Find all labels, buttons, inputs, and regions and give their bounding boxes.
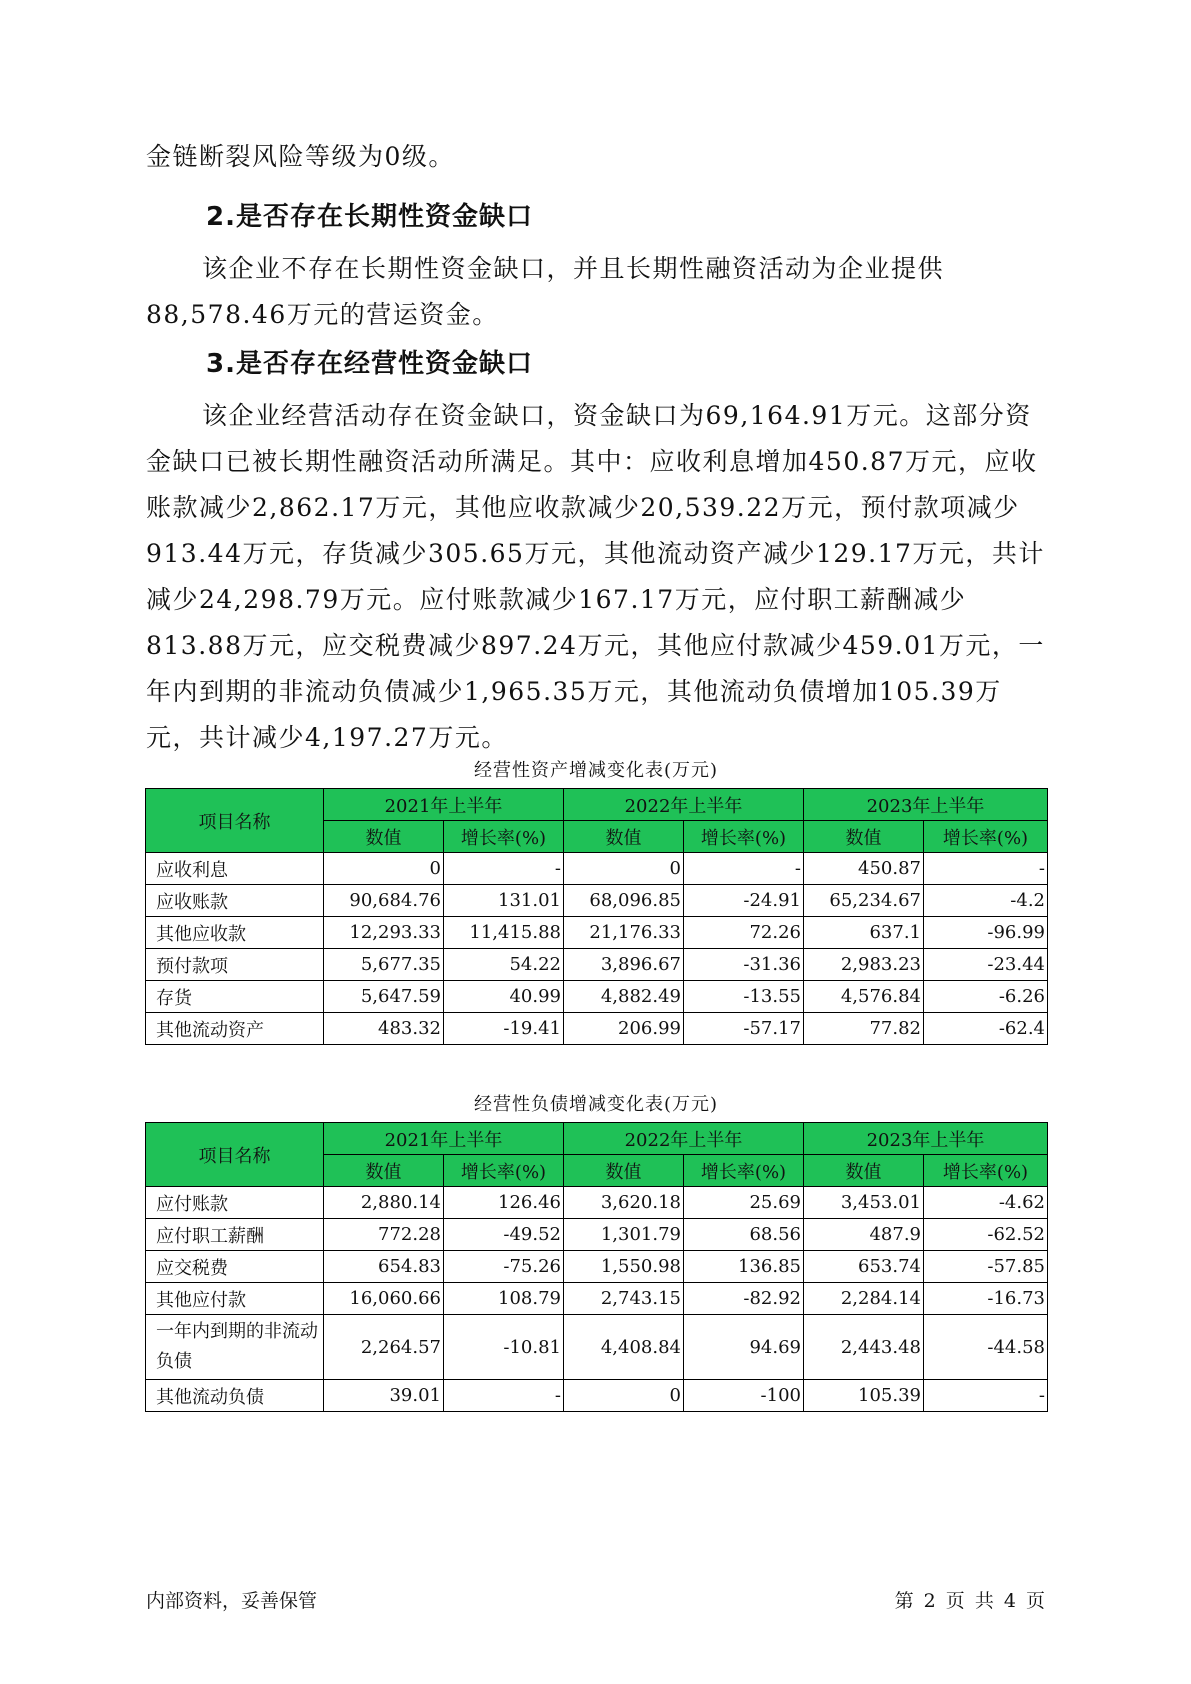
- footer-page-number: 第 2 页 共 4 页: [894, 1590, 1045, 1612]
- header-value: 数值: [804, 1155, 924, 1187]
- row-item-name: 应付账款: [146, 1187, 324, 1219]
- table-row: [146, 1187, 1048, 1219]
- cell-value: 2,743.15: [564, 1283, 684, 1315]
- header-growth: 增长率(%): [444, 821, 564, 853]
- cell-value: 2,284.14: [804, 1283, 924, 1315]
- cell-growth-rate: -96.99: [924, 917, 1048, 949]
- cell-growth-rate: -100: [684, 1380, 804, 1412]
- cell-value: 654.83: [324, 1251, 444, 1283]
- row-item-name: 其他应付款: [146, 1283, 324, 1315]
- footer-confidential-note: 内部资料，妥善保管: [146, 1590, 318, 1612]
- header-value: 数值: [804, 821, 924, 853]
- header-period: 2021年上半年: [324, 1123, 564, 1155]
- cell-value: 4,408.84: [564, 1315, 684, 1380]
- header-period: 2021年上半年: [324, 789, 564, 821]
- row-item-name: 应收账款: [146, 885, 324, 917]
- cell-value: 3,453.01: [804, 1187, 924, 1219]
- cell-growth-rate: -82.92: [684, 1283, 804, 1315]
- cell-growth-rate: 126.46: [444, 1187, 564, 1219]
- row-item-name: 应收利息: [146, 853, 324, 885]
- header-period: 2023年上半年: [804, 1123, 1048, 1155]
- header-growth: 增长率(%): [684, 821, 804, 853]
- cell-value: 0: [324, 853, 444, 885]
- cell-growth-rate: 11,415.88: [444, 917, 564, 949]
- row-item-name: 预付款项: [146, 949, 324, 981]
- cell-value: 483.32: [324, 1013, 444, 1045]
- cell-value: 21,176.33: [564, 917, 684, 949]
- cell-growth-rate: -23.44: [924, 949, 1048, 981]
- row-item-name: 存货: [146, 981, 324, 1013]
- cell-growth-rate: 40.99: [444, 981, 564, 1013]
- cell-value: 105.39: [804, 1380, 924, 1412]
- cell-growth-rate: -62.52: [924, 1219, 1048, 1251]
- table-header-row: [146, 1123, 1048, 1155]
- cell-growth-rate: -57.85: [924, 1251, 1048, 1283]
- cell-value: 5,677.35: [324, 949, 444, 981]
- cell-growth-rate: 131.01: [444, 885, 564, 917]
- table-row: [146, 1251, 1048, 1283]
- cell-growth-rate: -16.73: [924, 1283, 1048, 1315]
- cell-value: 90,684.76: [324, 885, 444, 917]
- header-value: 数值: [324, 1155, 444, 1187]
- table-row: [146, 885, 1048, 917]
- cell-growth-rate: 25.69: [684, 1187, 804, 1219]
- cell-value: 68,096.85: [564, 885, 684, 917]
- cell-growth-rate: -24.91: [684, 885, 804, 917]
- cell-value: 2,264.57: [324, 1315, 444, 1380]
- cell-growth-rate: -: [924, 853, 1048, 885]
- operating-assets-table: [145, 788, 1048, 1045]
- cell-growth-rate: -62.4: [924, 1013, 1048, 1045]
- cell-value: 77.82: [804, 1013, 924, 1045]
- operating-liabilities-table: [145, 1122, 1048, 1412]
- cell-growth-rate: -4.2: [924, 885, 1048, 917]
- cell-growth-rate: -10.81: [444, 1315, 564, 1380]
- cell-growth-rate: -44.58: [924, 1315, 1048, 1380]
- cell-growth-rate: 72.26: [684, 917, 804, 949]
- cell-value: 1,550.98: [564, 1251, 684, 1283]
- cell-value: 12,293.33: [324, 917, 444, 949]
- cell-value: 4,576.84: [804, 981, 924, 1013]
- cell-value: 2,443.48: [804, 1315, 924, 1380]
- cell-value: 5,647.59: [324, 981, 444, 1013]
- cell-growth-rate: 108.79: [444, 1283, 564, 1315]
- cell-value: 16,060.66: [324, 1283, 444, 1315]
- section-heading-3: 3.是否存在经营性资金缺口: [206, 349, 533, 379]
- header-growth: 增长率(%): [684, 1155, 804, 1187]
- cell-value: 3,896.67: [564, 949, 684, 981]
- row-item-name: 其他流动资产: [146, 1013, 324, 1045]
- cell-value: 0: [564, 1380, 684, 1412]
- cell-growth-rate: -: [444, 1380, 564, 1412]
- table-caption-assets: 经营性资产增减变化表(万元): [473, 760, 719, 781]
- row-item-name: 其他流动负债: [146, 1380, 324, 1412]
- header-item-name: 项目名称: [146, 789, 324, 853]
- table-row: [146, 1380, 1048, 1412]
- table-header-row: [146, 789, 1048, 821]
- row-item-name: 应付职工薪酬: [146, 1219, 324, 1251]
- cell-growth-rate: -75.26: [444, 1251, 564, 1283]
- header-value: 数值: [564, 1155, 684, 1187]
- table-row: [146, 917, 1048, 949]
- table-caption-liabilities: 经营性负债增减变化表(万元): [473, 1094, 719, 1115]
- header-item-name: 项目名称: [146, 1123, 324, 1187]
- cell-value: 1,301.79: [564, 1219, 684, 1251]
- cell-growth-rate: -6.26: [924, 981, 1048, 1013]
- cell-growth-rate: -: [924, 1380, 1048, 1412]
- section-heading-2: 2.是否存在长期性资金缺口: [206, 202, 533, 232]
- cell-growth-rate: 94.69: [684, 1315, 804, 1380]
- cell-growth-rate: -49.52: [444, 1219, 564, 1251]
- cell-growth-rate: -13.55: [684, 981, 804, 1013]
- cell-value: 2,983.23: [804, 949, 924, 981]
- table-row: [146, 981, 1048, 1013]
- cell-growth-rate: 68.56: [684, 1219, 804, 1251]
- paragraph-operating-gap: 该企业经营活动存在资金缺口，资金缺口为69,164.91万元。这部分资金缺口已被长期性融资活动所满足。其中：应收利息增加450.87万元，应收账款减少2,862.17万元，其他应收款减少20,539.22万元，预付款项减少913.44万元，存货减少305.65万元，其他流动资产减少129.17万元，共计减少24,298.79万元。应付账款减少167.17万元，应付职工薪酬减少813.88万元，应交税费减少897.24万元，其他应付款减少459.01万元，一年内到期的非流动负债减少1,965.35万元，其他流动负债增加105.39万元，共计减少4,197.27万元。: [146, 401, 1045, 752]
- row-item-name: 一年内到期的非流动负债: [146, 1315, 324, 1380]
- table-row: [146, 949, 1048, 981]
- cell-growth-rate: -57.17: [684, 1013, 804, 1045]
- header-value: 数值: [324, 821, 444, 853]
- row-item-name: 应交税费: [146, 1251, 324, 1283]
- cell-value: 3,620.18: [564, 1187, 684, 1219]
- cell-growth-rate: -31.36: [684, 949, 804, 981]
- header-value: 数值: [564, 821, 684, 853]
- header-growth: 增长率(%): [924, 821, 1048, 853]
- header-growth: 增长率(%): [444, 1155, 564, 1187]
- cell-value: 487.9: [804, 1219, 924, 1251]
- cell-value: 637.1: [804, 917, 924, 949]
- paragraph-continued: 金链断裂风险等级为0级。: [146, 142, 455, 171]
- cell-growth-rate: 136.85: [684, 1251, 804, 1283]
- cell-value: 206.99: [564, 1013, 684, 1045]
- table-row: [146, 853, 1048, 885]
- cell-value: 450.87: [804, 853, 924, 885]
- cell-value: 0: [564, 853, 684, 885]
- header-period: 2022年上半年: [564, 789, 804, 821]
- header-period: 2023年上半年: [804, 789, 1048, 821]
- paragraph-long-term-gap: 该企业不存在长期性资金缺口，并且长期性融资活动为企业提供88,578.46万元的营运资金。: [146, 254, 945, 329]
- table-row: [146, 1219, 1048, 1251]
- table-row: [146, 1013, 1048, 1045]
- cell-growth-rate: -19.41: [444, 1013, 564, 1045]
- cell-value: 772.28: [324, 1219, 444, 1251]
- header-growth: 增长率(%): [924, 1155, 1048, 1187]
- cell-value: 2,880.14: [324, 1187, 444, 1219]
- cell-growth-rate: -: [444, 853, 564, 885]
- cell-value: 4,882.49: [564, 981, 684, 1013]
- cell-value: 39.01: [324, 1380, 444, 1412]
- cell-growth-rate: -4.62: [924, 1187, 1048, 1219]
- cell-growth-rate: 54.22: [444, 949, 564, 981]
- cell-growth-rate: -: [684, 853, 804, 885]
- table-row: [146, 1283, 1048, 1315]
- table-row: [146, 1315, 1048, 1380]
- cell-value: 653.74: [804, 1251, 924, 1283]
- header-period: 2022年上半年: [564, 1123, 804, 1155]
- cell-value: 65,234.67: [804, 885, 924, 917]
- row-item-name: 其他应收款: [146, 917, 324, 949]
